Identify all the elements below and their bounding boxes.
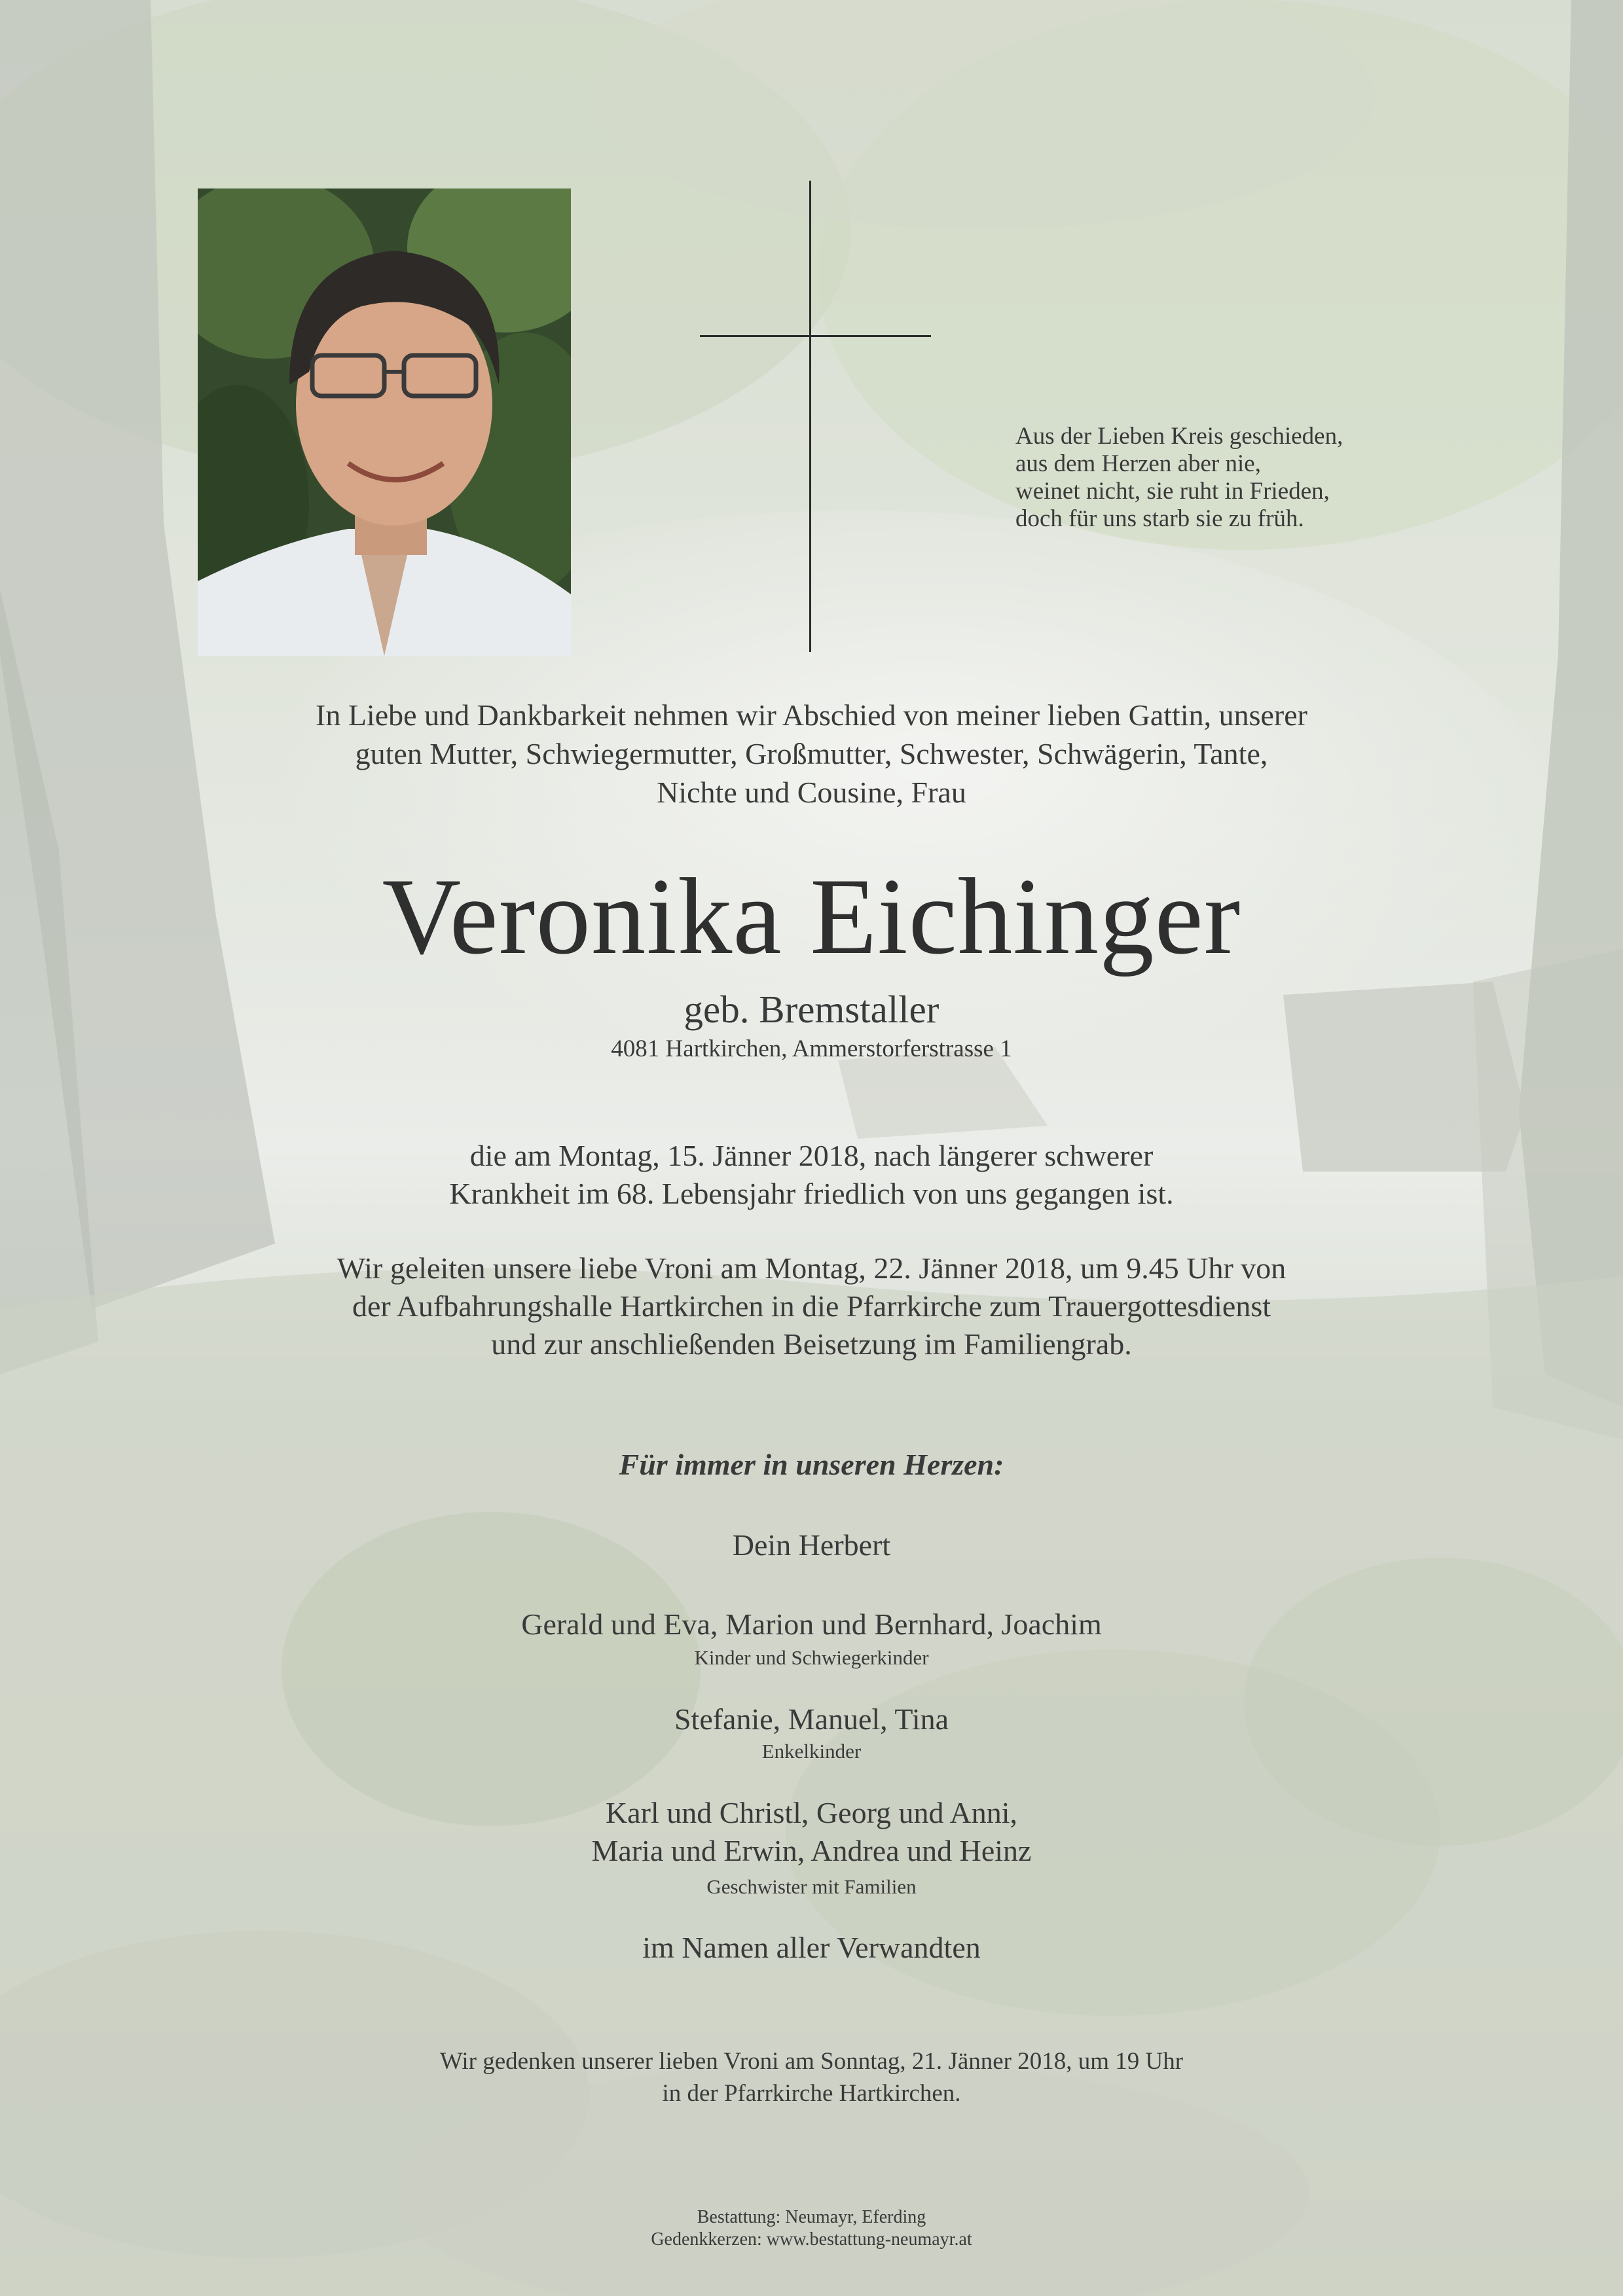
memorial-service <box>0 2045 1623 2109</box>
footer <box>0 2206 1623 2251</box>
address: 4081 Hartkirchen, Ammerstorferstrasse 1 <box>611 1035 1012 1062</box>
mourner-siblings <box>0 1794 1623 1870</box>
intro-line: In Liebe und Dankbarkeit nehmen wir Abschied von meiner lieben Gattin, unserer <box>316 698 1307 732</box>
mourner-siblings-label: Geschwister mit Familien <box>706 1875 917 1898</box>
mourners-closing: im Namen aller Verwandten <box>642 1931 981 1964</box>
portrait-photo <box>198 188 571 656</box>
mourner-grandchildren: Stefanie, Manuel, Tina <box>674 1702 949 1736</box>
poem-line: Aus der Lieben Kreis geschieden, <box>1015 423 1343 450</box>
intro-line: guten Mutter, Schwiegermutter, Großmutter, Schwester, Schwägerin, Tante, <box>355 737 1268 770</box>
death-notice-line: Krankheit im 68. Lebensjahr friedlich von uns gegangen ist. <box>449 1177 1174 1210</box>
poem-line: aus dem Herzen aber nie, <box>1015 450 1261 477</box>
funeral-line: der Aufbahrungshalle Hartkirchen in die Pfarrkirche zum Trauergottesdienst <box>352 1289 1271 1323</box>
deceased-name: Veronika Eichinger <box>382 856 1241 977</box>
death-notice-line: die am Montag, 15. Jänner 2018, nach längerer schwerer <box>469 1139 1154 1172</box>
mourner-children-label: Kinder und Schwiegerkinder <box>694 1646 929 1669</box>
footer-candles-link: Gedenkkerzen: www.bestattung-neumayr.at <box>651 2229 972 2250</box>
memorial-line: Wir gedenken unserer lieben Vroni am Sonntag, 21. Jänner 2018, um 19 Uhr <box>439 2048 1184 2075</box>
death-notice <box>0 1137 1623 1213</box>
funeral-line: Wir geleiten unsere liebe Vroni am Montag, 22. Jänner 2018, um 9.45 Uhr von <box>337 1251 1286 1285</box>
poem-line: weinet nicht, sie ruht in Frieden, <box>1015 478 1330 505</box>
intro-paragraph <box>0 696 1623 812</box>
cross-horizontal-line <box>700 335 931 337</box>
mourners-motto: Für immer in unseren Herzen: <box>619 1448 1004 1481</box>
mourner-spouse: Dein Herbert <box>732 1528 891 1562</box>
mourner-siblings-line: Maria und Erwin, Andrea und Heinz <box>591 1834 1032 1867</box>
mourner-grandchildren-label: Enkelkinder <box>761 1740 862 1763</box>
cross-vertical-line <box>809 181 811 652</box>
intro-line: Nichte und Cousine, Frau <box>657 776 966 809</box>
memorial-poem <box>1015 423 1513 533</box>
mourner-children: Gerald und Eva, Marion und Bernhard, Joachim <box>521 1607 1102 1641</box>
mourner-siblings-line: Karl und Christl, Georg und Anni, <box>605 1796 1018 1829</box>
memorial-line: in der Pfarrkirche Hartkirchen. <box>662 2080 961 2107</box>
maiden-name: geb. Bremstaller <box>684 988 939 1031</box>
funeral-info <box>0 1249 1623 1363</box>
funeral-line: und zur anschließenden Beisetzung im Familiengrab. <box>491 1327 1132 1361</box>
footer-undertaker: Bestattung: Neumayr, Eferding <box>697 2207 926 2227</box>
poem-line: doch für uns starb sie zu früh. <box>1015 505 1304 532</box>
